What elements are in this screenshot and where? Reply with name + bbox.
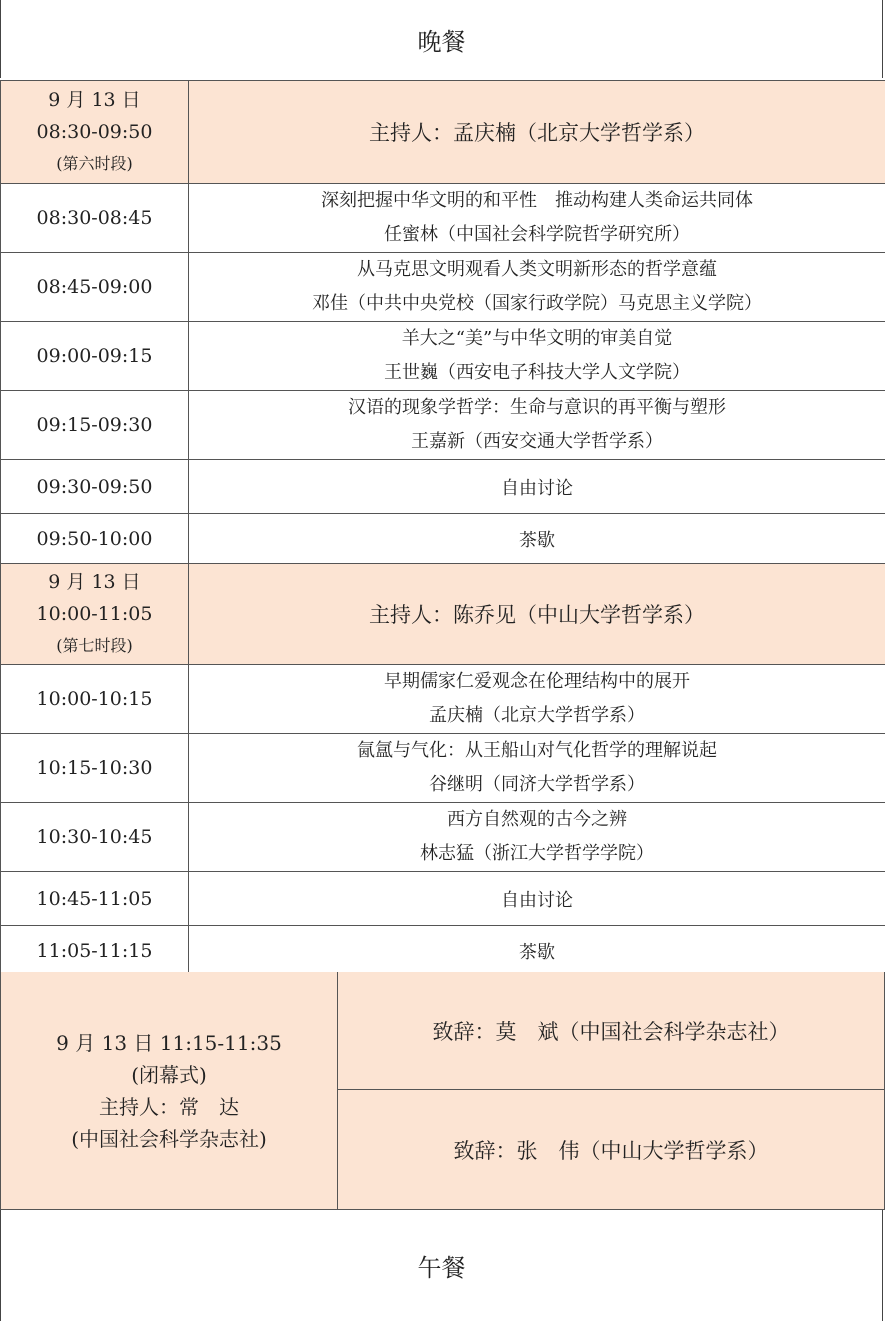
- session-header-6: [1, 81, 885, 184]
- talk-title: 羊大之“美”与中华文明的审美自觉: [401, 328, 673, 349]
- talk-title: 深刻把握中华文明的和平性 推动构建人类命运共同体: [321, 190, 753, 211]
- table-row: [1, 926, 885, 976]
- row-time: 09:30-09:50: [1, 460, 189, 514]
- talk-speaker: 任蜜林（中国社会科学院哲学研究所）: [384, 224, 690, 245]
- table-row: [1, 460, 885, 514]
- session-date: 9 月 13 日: [48, 89, 141, 111]
- table-row: [1, 391, 885, 460]
- closing-label: (闭幕式): [131, 1062, 207, 1087]
- talk-title: 从马克思文明观看人类文明新形态的哲学意蕴: [357, 259, 717, 280]
- tea-break: 茶歇: [189, 926, 885, 976]
- table-row: [1, 803, 885, 872]
- session-time: 08:30-09:50: [36, 121, 153, 143]
- row-talk: [189, 253, 885, 322]
- talk-speaker: 邓佳（中共中央党校（国家行政学院）马克思主义学院）: [312, 293, 762, 314]
- row-time: 10:00-10:15: [1, 665, 189, 734]
- table-row: [1, 184, 885, 253]
- session-host: 主持人：孟庆楠（北京大学哲学系）: [189, 81, 885, 184]
- row-talk: [189, 665, 885, 734]
- row-time: 10:30-10:45: [1, 803, 189, 872]
- talk-speaker: 谷继明（同济大学哲学系）: [429, 774, 645, 795]
- row-time: 09:15-09:30: [1, 391, 189, 460]
- closing-speech-2: 致辞：张 伟（中山大学哲学系）: [453, 1138, 769, 1163]
- row-time: 10:45-11:05: [1, 872, 189, 926]
- lunch-banner: 午餐: [0, 1210, 883, 1321]
- talk-title: 西方自然观的古今之辨: [447, 809, 627, 830]
- table-row: [1, 322, 885, 391]
- talk-speaker: 王世巍（西安电子科技大学人文学院）: [384, 362, 690, 383]
- session-label: (第六时段): [56, 154, 133, 173]
- row-talk: [189, 803, 885, 872]
- row-time: 08:45-09:00: [1, 253, 189, 322]
- table-row: [1, 253, 885, 322]
- session-time: 10:00-11:05: [36, 603, 153, 625]
- talk-title: 汉语的现象学哲学：生命与意识的再平衡与塑形: [348, 397, 726, 418]
- table-row: [1, 734, 885, 803]
- session-header-time: [1, 564, 189, 665]
- table-row: [1, 514, 885, 564]
- closing-host: 主持人：常 达: [99, 1094, 239, 1119]
- row-time: 09:50-10:00: [1, 514, 189, 564]
- row-time: 10:15-10:30: [1, 734, 189, 803]
- row-talk: [189, 734, 885, 803]
- closing-host-org: (中国社会科学杂志社): [71, 1126, 267, 1151]
- session-label: (第七时段): [56, 636, 133, 655]
- table-row: [1, 872, 885, 926]
- talk-speaker: 林志猛（浙江大学哲学学院）: [420, 843, 654, 864]
- session-date: 9 月 13 日: [48, 571, 141, 593]
- free-discussion: 自由讨论: [189, 460, 885, 514]
- session-host: 主持人：陈乔见（中山大学哲学系）: [189, 564, 885, 665]
- closing-info: [1, 972, 338, 1209]
- row-time: 08:30-08:45: [1, 184, 189, 253]
- closing-datetime: 9 月 13 日 11:15-11:35: [56, 1030, 282, 1055]
- free-discussion: 自由讨论: [189, 872, 885, 926]
- session-header-7: [1, 564, 885, 665]
- talk-speaker: 王嘉新（西安交通大学哲学系）: [411, 431, 663, 452]
- schedule-table: [0, 80, 885, 976]
- row-talk: [189, 184, 885, 253]
- closing-speech-1: 致辞：莫 斌（中国社会科学杂志社）: [338, 972, 884, 1090]
- tea-break: 茶歇: [189, 514, 885, 564]
- closing-ceremony: [0, 972, 885, 1210]
- session-header-time: [1, 81, 189, 184]
- talk-title: 早期儒家仁爱观念在伦理结构中的展开: [384, 671, 690, 692]
- dinner-banner: 晚餐: [0, 0, 883, 78]
- row-talk: [189, 322, 885, 391]
- row-time: 11:05-11:15: [1, 926, 189, 976]
- talk-speaker: 孟庆楠（北京大学哲学系）: [429, 705, 645, 726]
- table-row: [1, 665, 885, 734]
- row-time: 09:00-09:15: [1, 322, 189, 391]
- row-talk: [189, 391, 885, 460]
- talk-title: 氤氲与气化：从王船山对气化哲学的理解说起: [357, 740, 717, 761]
